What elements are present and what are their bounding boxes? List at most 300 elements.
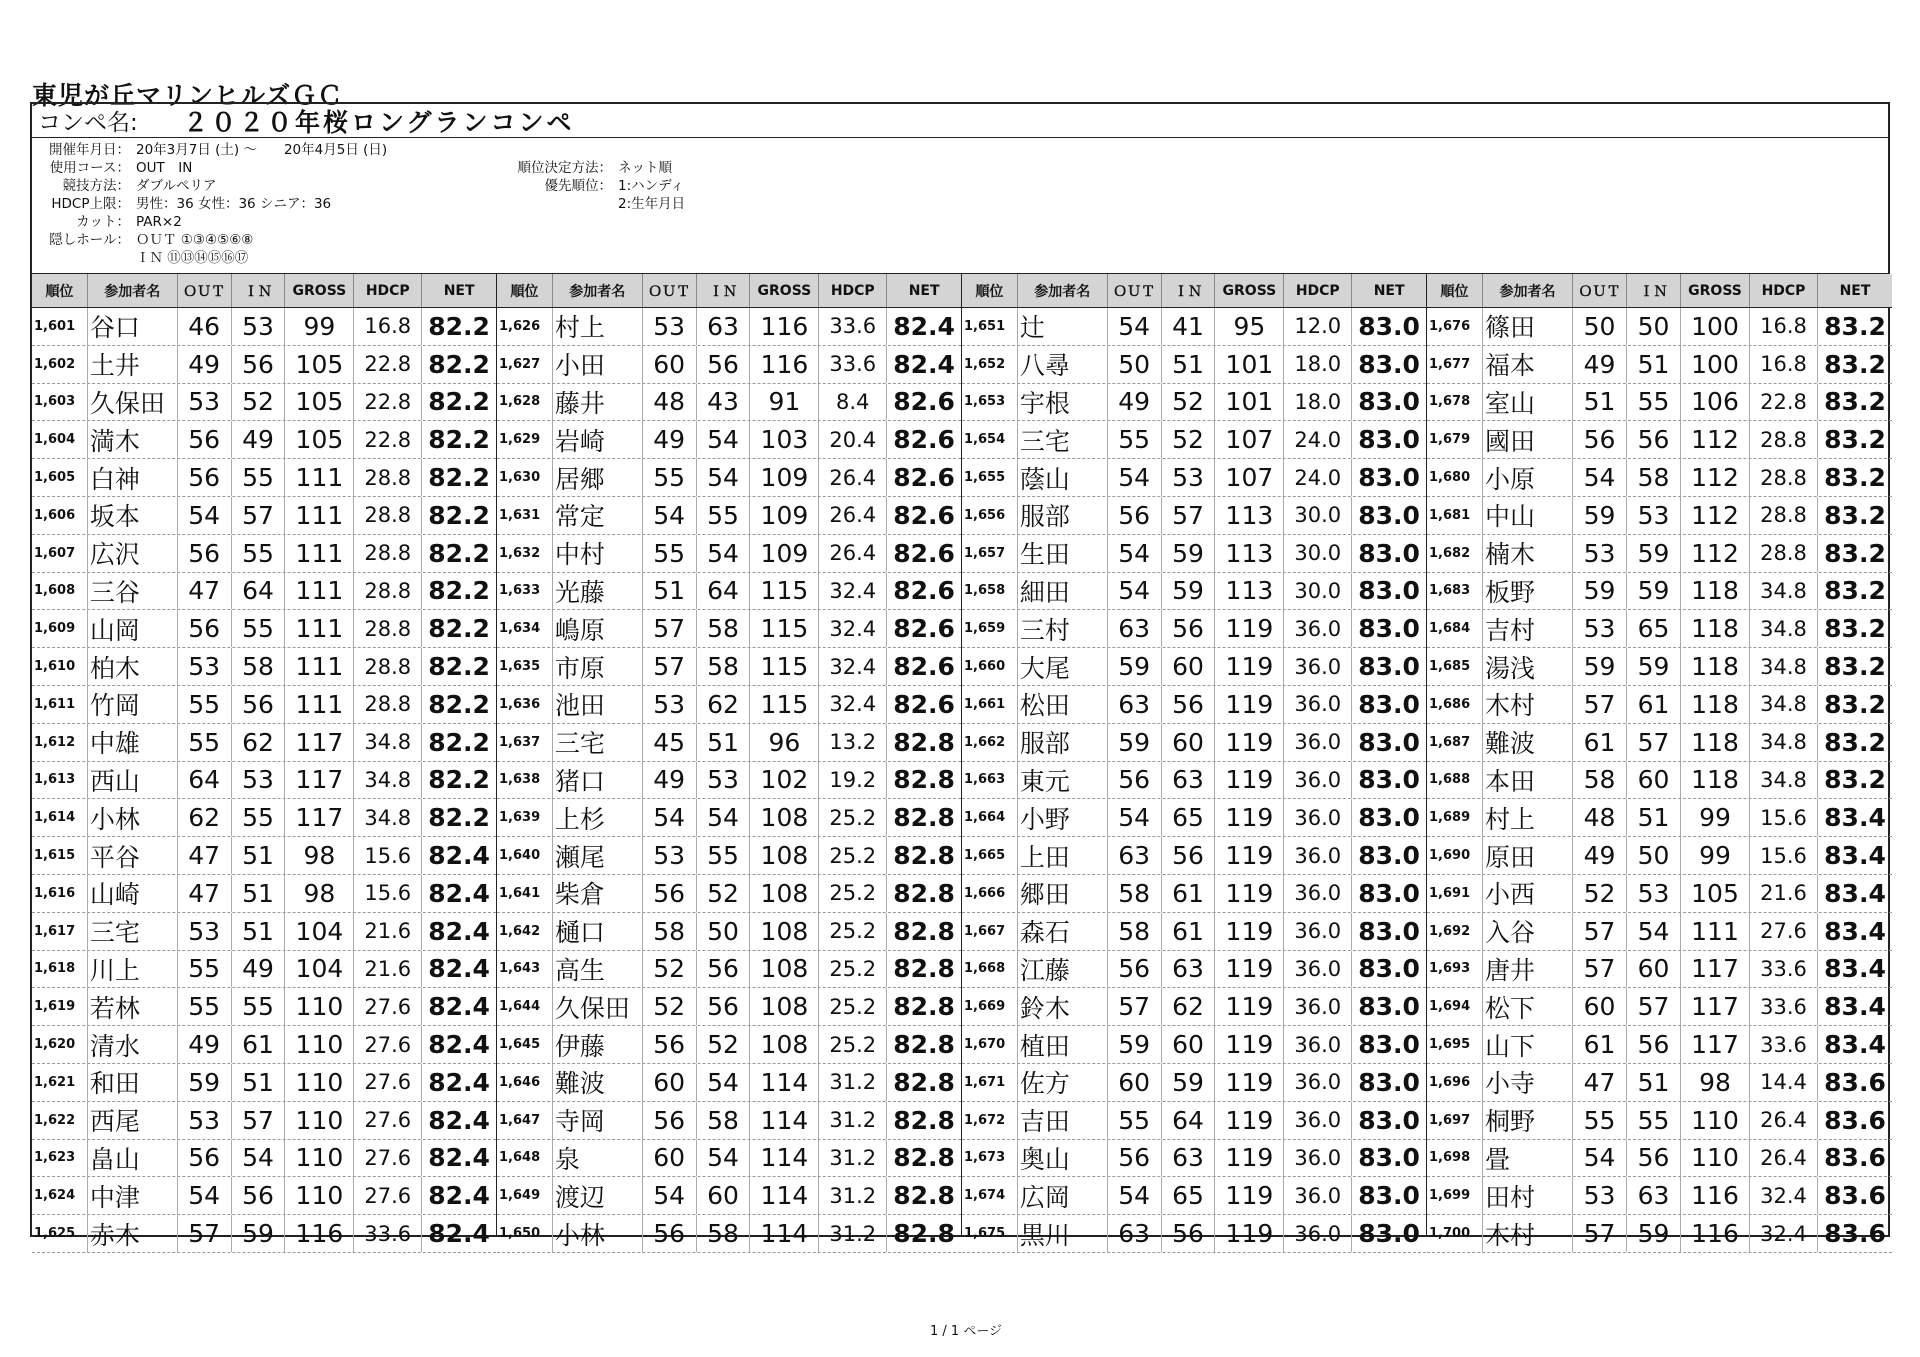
- table-row: [32, 988, 496, 1026]
- cell-net: 82.2: [428, 803, 490, 833]
- page-number: 1 / 1 ページ: [930, 1324, 1003, 1339]
- cell-net: 82.4: [428, 916, 490, 946]
- column-header-name: 参加者名: [1483, 274, 1573, 307]
- cell-name: 中山: [1483, 497, 1573, 534]
- cell-rank: 1,622: [32, 1102, 88, 1139]
- table-row: [32, 421, 496, 459]
- cell-hdcp: 36.0: [1284, 799, 1352, 836]
- cell-name: 満木: [88, 421, 178, 458]
- cell-hdcp: 34.8: [354, 724, 422, 761]
- cell-gross: 112: [1681, 535, 1750, 572]
- table-row: [962, 648, 1426, 686]
- cell-name: 宇根: [1018, 384, 1108, 421]
- table-row: [32, 724, 496, 762]
- cell-hdcp: 32.4: [819, 610, 887, 647]
- cell-hdcp: 27.6: [354, 1177, 422, 1214]
- cell-hdcp: 22.8: [1750, 384, 1818, 421]
- cell-net: 82.2: [428, 387, 490, 417]
- cell-name: 赤木: [88, 1215, 178, 1252]
- cell-out: 51: [1573, 384, 1627, 421]
- table-row: [1427, 988, 1892, 1026]
- cell-in: 53: [1162, 459, 1216, 496]
- table-row: [32, 875, 496, 913]
- cell-rank: 1,616: [32, 875, 88, 912]
- cell-in: 60: [1162, 648, 1216, 685]
- cell-hdcp: 28.8: [354, 648, 422, 685]
- cell-gross: 104: [285, 913, 354, 950]
- cell-in: 56: [697, 988, 751, 1025]
- cell-gross: 115: [750, 648, 819, 685]
- cell-net: 83.4: [1824, 916, 1886, 946]
- table-row: [1427, 724, 1892, 762]
- cell-in: 56: [1162, 1215, 1216, 1252]
- cell-rank: 1,688: [1427, 762, 1483, 799]
- cell-net: 83.2: [1824, 614, 1886, 644]
- cell-hdcp: 28.8: [354, 686, 422, 723]
- cell-net: 82.4: [428, 878, 490, 908]
- info-key: 順位決定方法：: [517, 160, 612, 176]
- cell-in: 58: [697, 610, 751, 647]
- cell-out: 54: [1108, 573, 1162, 610]
- cell-out: 55: [1108, 1102, 1162, 1139]
- cell-gross: 110: [285, 1026, 354, 1063]
- table-row: [32, 535, 496, 573]
- cell-name: 久保田: [88, 384, 178, 421]
- cell-net: 83.0: [1358, 954, 1420, 984]
- cell-gross: 109: [750, 535, 819, 572]
- cell-gross: 99: [285, 308, 354, 345]
- cell-rank: 1,635: [497, 648, 553, 685]
- cell-out: 59: [1573, 648, 1627, 685]
- column-header-gross: GROSS: [1681, 274, 1750, 307]
- cell-hdcp: 15.6: [354, 837, 422, 874]
- cell-gross: 119: [1215, 988, 1284, 1025]
- cell-net: 83.6: [1824, 1143, 1886, 1173]
- cell-name: 板野: [1483, 573, 1573, 610]
- cell-in: 58: [697, 1102, 751, 1139]
- cell-hdcp: 15.6: [1750, 837, 1818, 874]
- cell-hdcp: 24.0: [1284, 421, 1352, 458]
- cell-net: 82.2: [428, 463, 490, 493]
- cell-gross: 108: [750, 1026, 819, 1063]
- table-row: [497, 346, 961, 384]
- cell-hdcp: 36.0: [1284, 762, 1352, 799]
- cell-out: 54: [1108, 308, 1162, 345]
- cell-out: 46: [178, 308, 232, 345]
- cell-net: 83.0: [1358, 1105, 1420, 1135]
- cell-rank: 1,670: [962, 1026, 1018, 1063]
- cell-hdcp: 30.0: [1284, 573, 1352, 610]
- cell-rank: 1,613: [32, 762, 88, 799]
- cell-rank: 1,601: [32, 308, 88, 345]
- cell-name: 桐野: [1483, 1102, 1573, 1139]
- cell-in: 61: [1627, 686, 1681, 723]
- info-key: 使用コース：: [49, 160, 130, 176]
- cell-name: 畠山: [88, 1140, 178, 1177]
- table-row: [497, 951, 961, 989]
- cell-gross: 114: [750, 1177, 819, 1214]
- cell-hdcp: 34.8: [1750, 610, 1818, 647]
- table-row: [497, 1215, 961, 1253]
- cell-name: 福本: [1483, 346, 1573, 383]
- cell-out: 54: [1108, 1177, 1162, 1214]
- cell-hdcp: 21.6: [1750, 875, 1818, 912]
- cell-gross: 100: [1681, 308, 1750, 345]
- info-row: [502, 195, 685, 213]
- cell-net: 83.2: [1824, 311, 1886, 341]
- cell-gross: 113: [1215, 573, 1284, 610]
- cell-net: 83.4: [1824, 1030, 1886, 1060]
- cell-out: 55: [178, 724, 232, 761]
- table-row: [1427, 1140, 1892, 1178]
- cell-gross: 99: [1681, 799, 1750, 836]
- cell-in: 65: [1162, 799, 1216, 836]
- cell-hdcp: 21.6: [354, 913, 422, 950]
- cell-gross: 119: [1215, 762, 1284, 799]
- cell-name: 唐井: [1483, 951, 1573, 988]
- cell-gross: 110: [1681, 1102, 1750, 1139]
- table-row: [962, 762, 1426, 800]
- cell-gross: 119: [1215, 875, 1284, 912]
- cell-in: 59: [1162, 535, 1216, 572]
- cell-gross: 102: [750, 762, 819, 799]
- cell-hdcp: 36.0: [1284, 1026, 1352, 1063]
- column-header-row: [962, 274, 1426, 308]
- cell-rank: 1,675: [962, 1215, 1018, 1252]
- table-row: [1427, 610, 1892, 648]
- cell-rank: 1,674: [962, 1177, 1018, 1214]
- info-key: 隠しホール：: [49, 232, 130, 248]
- cell-gross: 108: [750, 837, 819, 874]
- cell-name: 黒川: [1018, 1215, 1108, 1252]
- cell-name: 三村: [1018, 610, 1108, 647]
- table-row: [32, 497, 496, 535]
- cell-name: 松田: [1018, 686, 1108, 723]
- cell-hdcp: 25.2: [819, 1026, 887, 1063]
- column-header-gross: GROSS: [750, 274, 819, 307]
- table-row: [1427, 913, 1892, 951]
- cell-net: 82.8: [893, 803, 955, 833]
- column-header-rank: 順位: [497, 274, 553, 307]
- cell-out: 63: [1108, 837, 1162, 874]
- cell-hdcp: 36.0: [1284, 913, 1352, 950]
- cell-gross: 110: [285, 1102, 354, 1139]
- cell-out: 53: [178, 648, 232, 685]
- cell-hdcp: 22.8: [354, 421, 422, 458]
- cell-out: 56: [643, 875, 697, 912]
- cell-name: 岩崎: [553, 421, 643, 458]
- cell-name: 居郷: [553, 459, 643, 496]
- table-row: [32, 951, 496, 989]
- cell-out: 55: [643, 535, 697, 572]
- cell-out: 60: [643, 1064, 697, 1101]
- cell-hdcp: 28.8: [1750, 421, 1818, 458]
- cell-out: 57: [1108, 988, 1162, 1025]
- table-row: [962, 610, 1426, 648]
- cell-in: 57: [232, 497, 286, 534]
- cell-gross: 111: [1681, 913, 1750, 950]
- cell-name: 奥山: [1018, 1140, 1108, 1177]
- cell-gross: 112: [1681, 497, 1750, 534]
- cell-out: 54: [643, 1177, 697, 1214]
- table-row: [497, 913, 961, 951]
- cell-hdcp: 36.0: [1284, 1140, 1352, 1177]
- cell-hdcp: 15.6: [1750, 799, 1818, 836]
- cell-rank: 1,668: [962, 951, 1018, 988]
- results-sheet: [30, 102, 1890, 1250]
- cell-name: 本田: [1483, 762, 1573, 799]
- cell-net: 82.6: [893, 689, 955, 719]
- cell-rank: 1,682: [1427, 535, 1483, 572]
- column-header-out: ＯＵＴ: [1108, 274, 1162, 307]
- cell-hdcp: 36.0: [1284, 724, 1352, 761]
- table-row: [962, 535, 1426, 573]
- cell-hdcp: 27.6: [354, 1140, 422, 1177]
- table-row: [1427, 686, 1892, 724]
- cell-gross: 117: [1681, 988, 1750, 1025]
- cell-out: 49: [178, 346, 232, 383]
- cell-name: 篠田: [1483, 308, 1573, 345]
- cell-name: 國田: [1483, 421, 1573, 458]
- cell-name: 柴倉: [553, 875, 643, 912]
- cell-gross: 119: [1215, 686, 1284, 723]
- cell-out: 47: [178, 875, 232, 912]
- table-row: [497, 610, 961, 648]
- cell-net: 82.8: [893, 727, 955, 757]
- cell-in: 51: [1627, 1064, 1681, 1101]
- cell-in: 51: [232, 837, 286, 874]
- info-value: 1:ハンディ: [618, 178, 685, 194]
- cell-out: 57: [1573, 913, 1627, 950]
- cell-hdcp: 20.4: [819, 421, 887, 458]
- cell-gross: 114: [750, 1064, 819, 1101]
- cell-name: 細田: [1018, 573, 1108, 610]
- cell-out: 58: [1108, 875, 1162, 912]
- cell-out: 56: [1108, 1140, 1162, 1177]
- cell-hdcp: 33.6: [819, 346, 887, 383]
- cell-out: 54: [178, 497, 232, 534]
- cell-rank: 1,663: [962, 762, 1018, 799]
- cell-out: 49: [643, 762, 697, 799]
- cell-rank: 1,657: [962, 535, 1018, 572]
- cell-out: 53: [1573, 610, 1627, 647]
- cell-out: 49: [178, 1026, 232, 1063]
- cell-name: 谷口: [88, 308, 178, 345]
- cell-out: 54: [1108, 799, 1162, 836]
- cell-rank: 1,692: [1427, 913, 1483, 950]
- cell-hdcp: 30.0: [1284, 535, 1352, 572]
- cell-out: 59: [1108, 648, 1162, 685]
- cell-name: 江藤: [1018, 951, 1108, 988]
- column-header-in: ＩＮ: [232, 274, 286, 307]
- cell-name: 吉田: [1018, 1102, 1108, 1139]
- cell-in: 64: [697, 573, 751, 610]
- cell-hdcp: 18.0: [1284, 384, 1352, 421]
- table-row: [962, 799, 1426, 837]
- cell-rank: 1,685: [1427, 648, 1483, 685]
- cell-gross: 113: [1215, 535, 1284, 572]
- cell-net: 82.6: [893, 652, 955, 682]
- cell-rank: 1,630: [497, 459, 553, 496]
- cell-rank: 1,653: [962, 384, 1018, 421]
- cell-in: 53: [232, 308, 286, 345]
- cell-rank: 1,700: [1427, 1215, 1483, 1252]
- cell-out: 63: [1108, 1215, 1162, 1252]
- cell-name: 小原: [1483, 459, 1573, 496]
- cell-out: 57: [643, 648, 697, 685]
- cell-hdcp: 34.8: [354, 762, 422, 799]
- cell-out: 54: [178, 1177, 232, 1214]
- cell-gross: 111: [285, 610, 354, 647]
- cell-rank: 1,626: [497, 308, 553, 345]
- cell-gross: 110: [1681, 1140, 1750, 1177]
- cell-out: 55: [178, 988, 232, 1025]
- cell-hdcp: 22.8: [354, 384, 422, 421]
- cell-gross: 109: [750, 459, 819, 496]
- cell-gross: 107: [1215, 459, 1284, 496]
- table-row: [962, 384, 1426, 422]
- cell-rank: 1,612: [32, 724, 88, 761]
- cell-net: 83.2: [1824, 576, 1886, 606]
- cell-gross: 112: [1681, 459, 1750, 496]
- cell-out: 47: [178, 837, 232, 874]
- cell-net: 82.2: [428, 538, 490, 568]
- cell-gross: 114: [750, 1215, 819, 1252]
- cell-in: 51: [232, 1064, 286, 1101]
- cell-in: 59: [1162, 573, 1216, 610]
- cell-in: 59: [232, 1215, 286, 1252]
- cell-net: 82.6: [893, 614, 955, 644]
- cell-hdcp: 27.6: [354, 988, 422, 1025]
- cell-name: 鈴木: [1018, 988, 1108, 1025]
- cell-gross: 101: [1215, 384, 1284, 421]
- cell-in: 57: [1627, 988, 1681, 1025]
- column-header-out: ＯＵＴ: [643, 274, 697, 307]
- cell-rank: 1,671: [962, 1064, 1018, 1101]
- column-header-hdcp: HDCP: [819, 274, 887, 307]
- cell-name: 三宅: [1018, 421, 1108, 458]
- table-row: [962, 421, 1426, 459]
- cell-out: 47: [1573, 1064, 1627, 1101]
- cell-in: 60: [1627, 762, 1681, 799]
- cell-gross: 115: [750, 573, 819, 610]
- info-row: [36, 249, 387, 267]
- info-key: カット：: [76, 214, 130, 230]
- info-key: 優先順位：: [544, 178, 612, 194]
- info-value: OUT IN: [136, 160, 193, 176]
- cell-net: 82.2: [428, 689, 490, 719]
- table-row: [1427, 1064, 1892, 1102]
- cell-out: 53: [643, 686, 697, 723]
- table-row: [962, 308, 1426, 346]
- cell-hdcp: 16.8: [354, 308, 422, 345]
- cell-gross: 116: [750, 346, 819, 383]
- cell-out: 57: [1573, 1215, 1627, 1252]
- cell-gross: 103: [750, 421, 819, 458]
- cell-rank: 1,699: [1427, 1177, 1483, 1214]
- cell-rank: 1,655: [962, 459, 1018, 496]
- table-row: [32, 686, 496, 724]
- cell-rank: 1,623: [32, 1140, 88, 1177]
- table-row: [497, 459, 961, 497]
- cell-name: 土井: [88, 346, 178, 383]
- table-row: [497, 573, 961, 611]
- cell-in: 56: [1627, 421, 1681, 458]
- cell-in: 59: [1162, 1064, 1216, 1101]
- cell-in: 59: [1627, 1215, 1681, 1252]
- cell-net: 83.0: [1358, 992, 1420, 1022]
- cell-net: 83.0: [1358, 538, 1420, 568]
- cell-name: 湯浅: [1483, 648, 1573, 685]
- cell-out: 53: [1573, 535, 1627, 572]
- cell-in: 54: [697, 799, 751, 836]
- cell-in: 63: [1162, 762, 1216, 799]
- cell-gross: 111: [285, 459, 354, 496]
- cell-hdcp: 26.4: [819, 459, 887, 496]
- cell-rank: 1,608: [32, 573, 88, 610]
- cell-name: 嶋原: [553, 610, 643, 647]
- cell-net: 83.2: [1824, 765, 1886, 795]
- table-row: [962, 988, 1426, 1026]
- cell-rank: 1,662: [962, 724, 1018, 761]
- cell-in: 54: [697, 535, 751, 572]
- cell-gross: 119: [1215, 799, 1284, 836]
- cell-rank: 1,684: [1427, 610, 1483, 647]
- cell-net: 82.4: [893, 311, 955, 341]
- table-row: [962, 1215, 1426, 1253]
- cell-out: 56: [1573, 421, 1627, 458]
- cell-in: 51: [232, 913, 286, 950]
- table-row: [32, 1102, 496, 1140]
- cell-out: 55: [1108, 421, 1162, 458]
- cell-out: 50: [1108, 346, 1162, 383]
- cell-rank: 1,656: [962, 497, 1018, 534]
- result-column-block: [962, 274, 1427, 1250]
- cell-out: 45: [643, 724, 697, 761]
- cell-rank: 1,659: [962, 610, 1018, 647]
- cell-rank: 1,642: [497, 913, 553, 950]
- info-right: [502, 159, 685, 213]
- table-row: [1427, 308, 1892, 346]
- cell-net: 82.8: [893, 1067, 955, 1097]
- cell-hdcp: 30.0: [1284, 497, 1352, 534]
- cell-hdcp: 34.8: [1750, 686, 1818, 723]
- cell-net: 82.8: [893, 1105, 955, 1135]
- cell-out: 63: [1108, 610, 1162, 647]
- cell-in: 51: [697, 724, 751, 761]
- table-row: [32, 648, 496, 686]
- cell-gross: 108: [750, 875, 819, 912]
- cell-in: 52: [1162, 384, 1216, 421]
- cell-out: 54: [1108, 459, 1162, 496]
- cell-rank: 1,651: [962, 308, 1018, 345]
- cell-out: 56: [1108, 497, 1162, 534]
- cell-in: 51: [1162, 346, 1216, 383]
- cell-net: 82.4: [428, 992, 490, 1022]
- cell-in: 55: [232, 988, 286, 1025]
- cell-in: 65: [1162, 1177, 1216, 1214]
- cell-name: 畳: [1483, 1140, 1573, 1177]
- cell-hdcp: 26.4: [819, 535, 887, 572]
- cell-gross: 118: [1681, 724, 1750, 761]
- cell-net: 83.0: [1358, 311, 1420, 341]
- cell-name: 藤井: [553, 384, 643, 421]
- cell-gross: 117: [1681, 951, 1750, 988]
- column-header-net: NET: [443, 282, 475, 299]
- cell-out: 57: [1573, 686, 1627, 723]
- competition-title-bar: [32, 104, 1888, 138]
- cell-out: 49: [1573, 346, 1627, 383]
